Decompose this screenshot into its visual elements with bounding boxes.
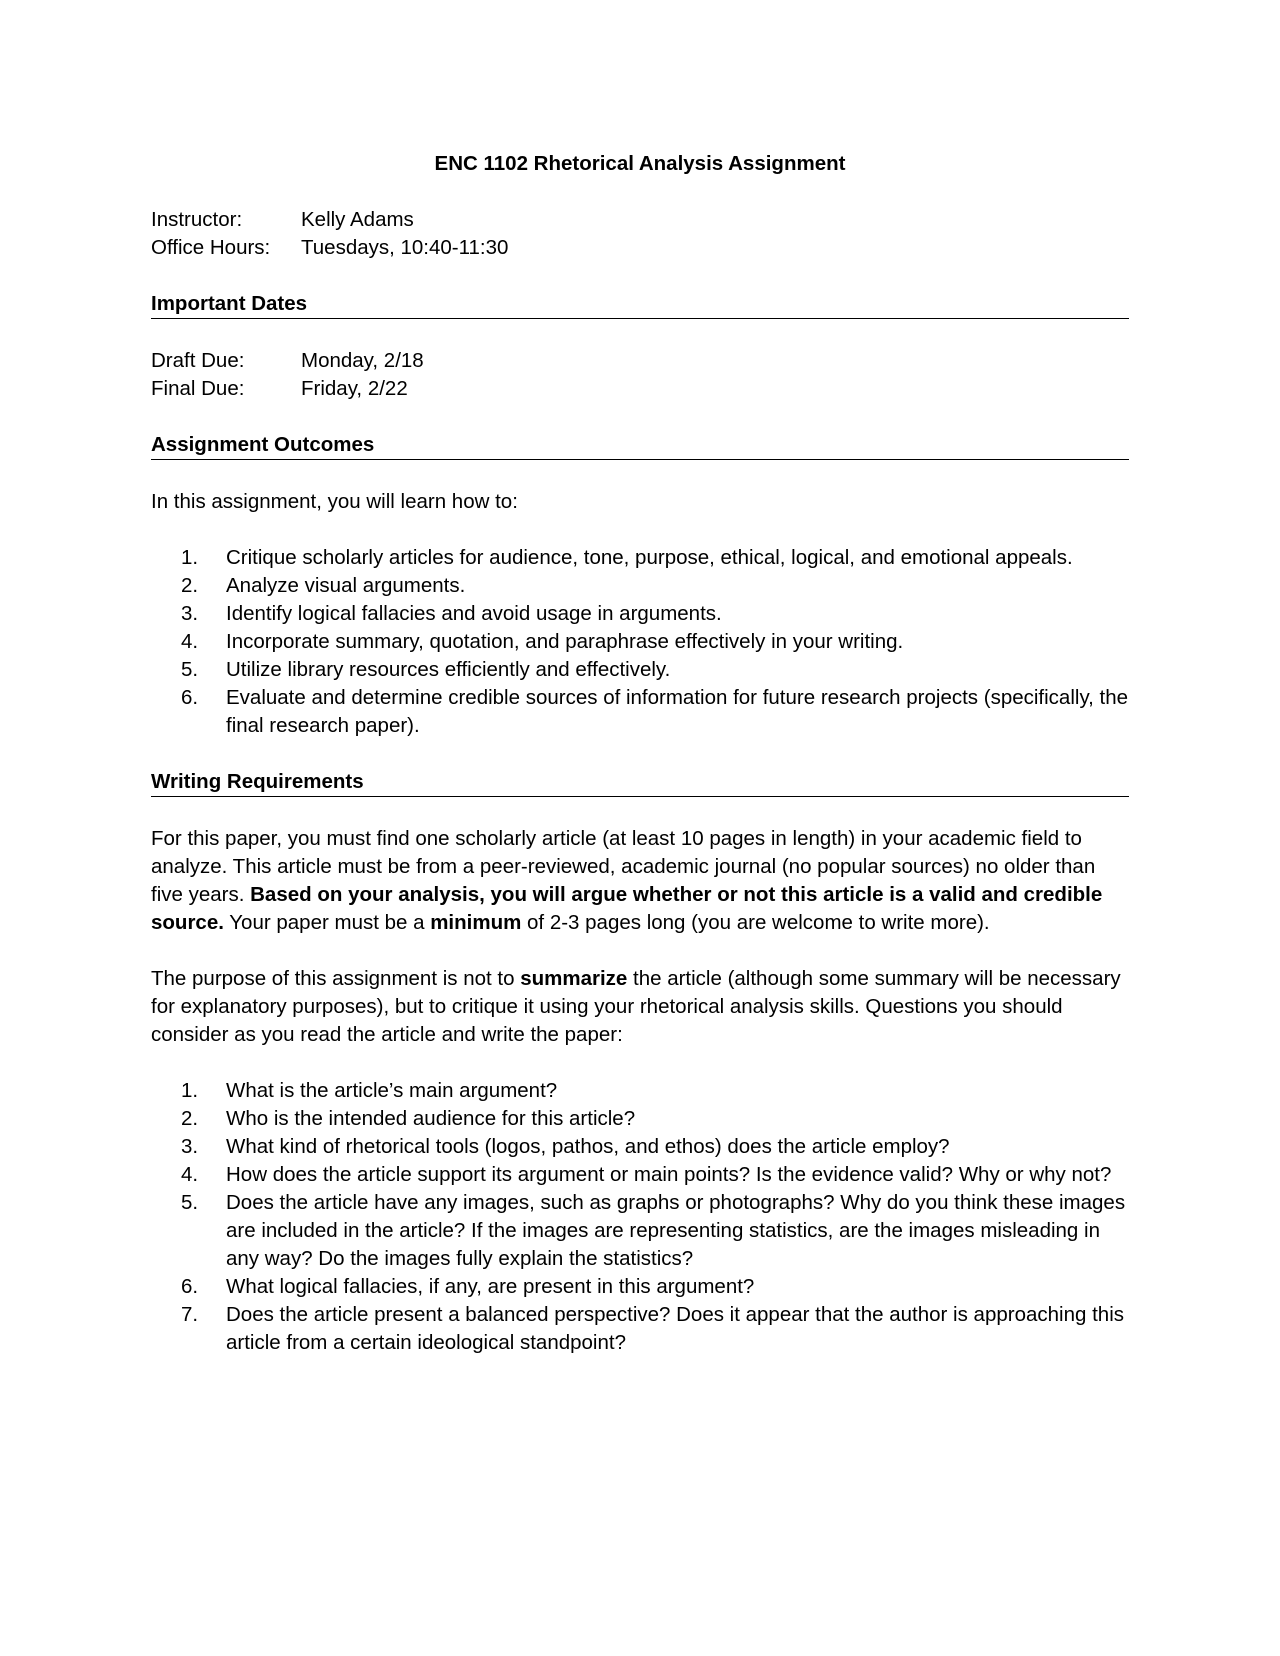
list-item <box>151 544 1129 572</box>
paragraph-text: of 2-3 pages long (you are welcome to write more). <box>521 911 990 934</box>
list-item-text: Evaluate and determine credible sources of information for future research projects (specifically, the final research paper). <box>226 686 1129 737</box>
date-value: Monday, 2/18 <box>301 349 424 372</box>
paragraph-text: For this paper, you must find one scholarly article (at least 10 pages in length) in your academic field to analyze. This article must be from a peer-reviewed, academic journal (no popular sources) no older than five years. <box>151 827 1096 906</box>
list-item <box>151 1077 1129 1105</box>
outcomes-intro: In this assignment, you will learn how to: <box>151 490 518 513</box>
list-number: 2. <box>181 1107 199 1130</box>
list-item-text: Incorporate summary, quotation, and paraphrase effectively in your writing. <box>226 630 904 653</box>
list-number: 6. <box>181 1275 199 1298</box>
list-number: 1. <box>181 546 199 569</box>
list-item-text: Critique scholarly articles for audience, tone, purpose, ethical, logical, and emotional appeals. <box>226 546 1073 569</box>
spacer <box>151 797 1129 825</box>
paragraph-bold-text: Based on your analysis, you will argue whether or not this article is a valid and credible source. <box>151 883 1103 934</box>
list-item-text: How does the article support its argument or main points? Is the evidence valid? Why or why not? <box>226 1163 1112 1186</box>
list-number: 5. <box>181 658 199 681</box>
list-number: 6. <box>181 686 199 709</box>
list-item <box>151 1105 1129 1133</box>
list-number: 3. <box>181 1135 199 1158</box>
list-item <box>151 628 1129 656</box>
list-item-text: What kind of rhetorical tools (logos, pathos, and ethos) does the article employ? <box>226 1135 950 1158</box>
outcomes-list <box>151 544 1129 740</box>
list-item-text: What is the article’s main argument? <box>226 1079 558 1102</box>
paragraph-bold-text: summarize <box>520 967 628 990</box>
paragraph-text: Your paper must be a <box>223 911 431 934</box>
spacer <box>151 1049 1129 1077</box>
paragraph-text: The purpose of this assignment is not to <box>151 967 521 990</box>
spacer <box>151 516 1129 544</box>
requirements-paragraph-1 <box>151 825 1129 937</box>
list-item <box>151 1161 1129 1189</box>
instructor-info <box>151 206 1129 262</box>
date-row-final <box>151 375 1129 403</box>
list-item-text: Does the article present a balanced perspective? Does it appear that the author is approaching this article from a certain ideological standpoint? <box>226 1303 1124 1354</box>
info-value: Kelly Adams <box>301 208 414 231</box>
date-label: Draft Due: <box>151 349 245 372</box>
info-label: Office Hours: <box>151 236 271 259</box>
list-number: 7. <box>181 1303 199 1326</box>
list-item-text: Utilize library resources efficiently and effectively. <box>226 658 671 681</box>
list-number: 5. <box>181 1191 199 1214</box>
list-number: 3. <box>181 602 199 625</box>
list-item <box>151 1133 1129 1161</box>
section-heading-writing-requirements: Writing Requirements <box>151 768 1129 797</box>
date-label: Final Due: <box>151 377 245 400</box>
info-label: Instructor: <box>151 208 243 231</box>
list-number: 1. <box>181 1079 199 1102</box>
paragraph-bold-text: minimum <box>430 911 522 934</box>
list-item <box>151 572 1129 600</box>
list-number: 4. <box>181 630 199 653</box>
list-item <box>151 1301 1129 1357</box>
list-number: 2. <box>181 574 199 597</box>
requirements-paragraph-2 <box>151 965 1129 1049</box>
spacer <box>151 319 1129 347</box>
list-item <box>151 1273 1129 1301</box>
list-number: 4. <box>181 1163 199 1186</box>
spacer <box>151 460 1129 488</box>
date-value: Friday, 2/22 <box>301 377 408 400</box>
info-row-office-hours <box>151 234 1129 262</box>
info-value: Tuesdays, 10:40-11:30 <box>301 236 509 259</box>
document-title: ENC 1102 Rhetorical Analysis Assignment <box>434 152 846 175</box>
list-item <box>151 600 1129 628</box>
list-item <box>151 684 1129 740</box>
section-heading-important-dates: Important Dates <box>151 290 1129 319</box>
spacer <box>151 937 1129 965</box>
paragraph-text: the article (although some summary will be necessary for explanatory purposes), but to critique it using your rhetorical analysis skills. Questions you should consider as you read the article and write the paper: <box>151 967 1121 1046</box>
list-item-text: Does the article have any images, such as graphs or photographs? Why do you think these images are included in the article? If the images are representing statistics, are the images misleading in any way? Do the images fully explain the statistics? <box>226 1191 1126 1270</box>
list-item <box>151 1189 1129 1273</box>
questions-list <box>151 1077 1129 1357</box>
list-item-text: Who is the intended audience for this article? <box>226 1107 636 1130</box>
dates-block <box>151 347 1129 403</box>
date-row-draft <box>151 347 1129 375</box>
document-page <box>151 150 1129 1357</box>
list-item-text: What logical fallacies, if any, are present in this argument? <box>226 1275 755 1298</box>
info-row-instructor <box>151 206 1129 234</box>
list-item <box>151 656 1129 684</box>
list-item-text: Analyze visual arguments. <box>226 574 466 597</box>
list-item-text: Identify logical fallacies and avoid usage in arguments. <box>226 602 722 625</box>
section-heading-assignment-outcomes: Assignment Outcomes <box>151 431 1129 460</box>
